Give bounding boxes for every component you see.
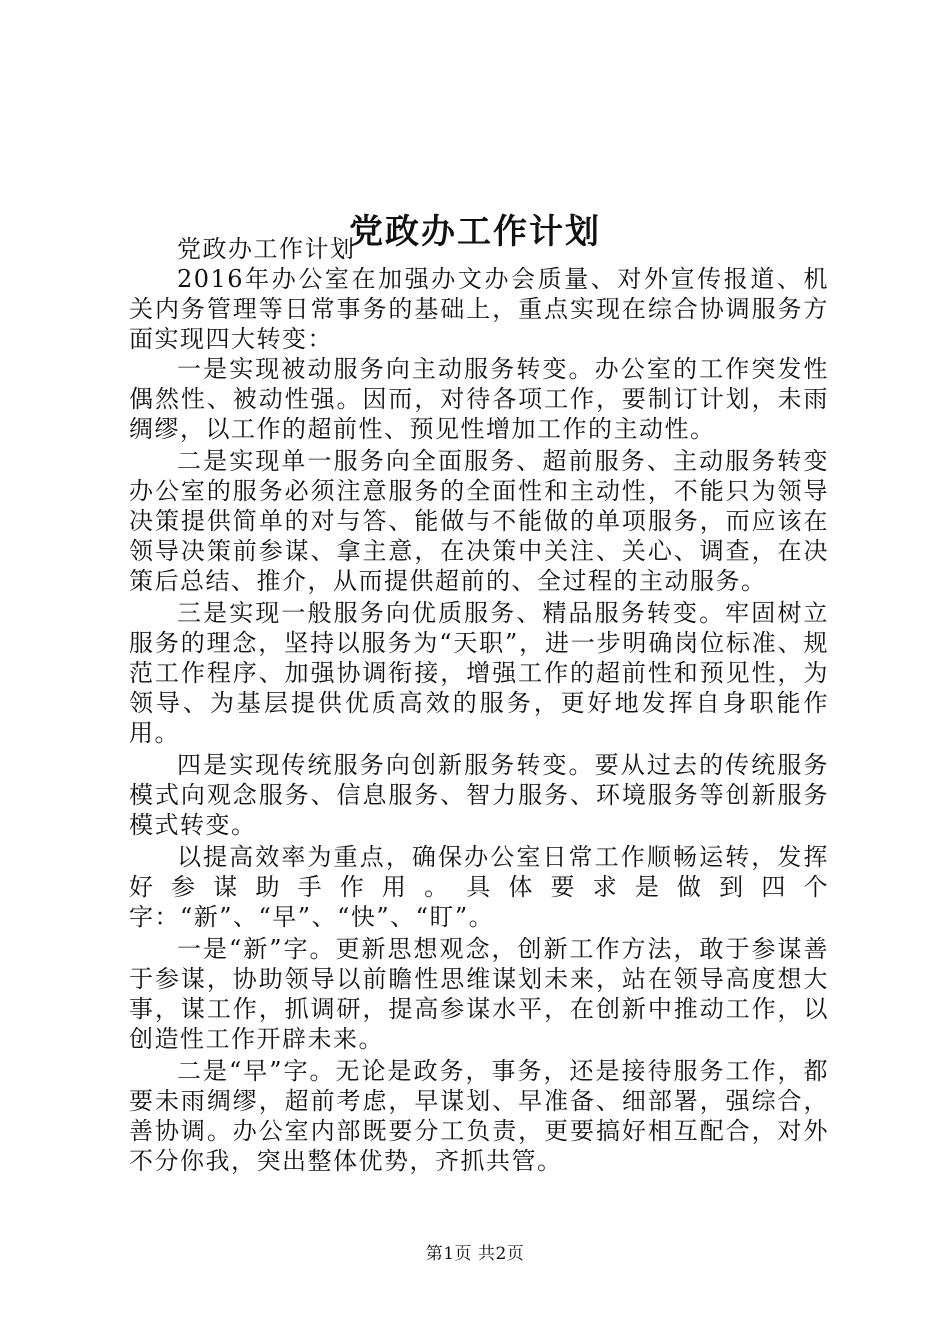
document-body <box>129 234 829 1176</box>
paragraph-point-2: 二是实现单一服务向全面服务、超前服务、主动服务转变办公室的服务必须注意服务的全面性和主动性，不能只为领导决策提供简单的对与答、能做与不能做的单项服务，而应该在领导决策前参谋、拿主意，在决策中关注、关心、调查，在决策后总结、推介，从而提供超前的、全过程的主动服务。 <box>129 447 829 595</box>
page-number-footer: 第1页 共2页 <box>425 1244 525 1264</box>
paragraph-point-1: 一是实现被动服务向主动服务转变。办公室的工作突发性偶然性、被动性强。因而，对待各项工作，要制订计划，未雨绸缪，以工作的超前性、预见性增加工作的主动性。 <box>129 355 829 443</box>
paragraph-point-4: 四是实现传统服务向创新服务转变。要从过去的传统服务模式向观念服务、信息服务、智力服务、环境服务等创新服务模式转变。 <box>129 751 829 839</box>
document-title: 党政办工作计划 <box>349 211 601 252</box>
paragraph-efficiency: 以提高效率为重点，确保办公室日常工作顺畅运转，发挥好参谋助手作用。具体要求是做到四个字：“新”、“早”、“快”、“盯”。 <box>129 843 829 931</box>
paragraph-heading: 党政办工作计划 <box>177 235 356 263</box>
paragraph-intro: 2016年办公室在加强办文办会质量、对外宣传报道、机关内务管理等日常事务的基础上，重点实现在综合协调服务方面实现四大转变： <box>129 265 829 353</box>
paragraph-new: 一是“新”字。更新思想观念，创新工作方法，敢于参谋善于参谋，协助领导以前瞻性思维谋划未来，站在领导高度想大事，谋工作，抓调研，提高参谋水平，在创新中推动工作，以创造性工作开辟未来。 <box>129 935 829 1053</box>
paragraph-point-3: 三是实现一般服务向优质服务、精品服务转变。牢固树立服务的理念，坚持以服务为“天职”，进一步明确岗位标准、规范工作程序、加强协调衔接，增强工作的超前性和预见性，为领导、为基层提供优质高效的服务，更好地发挥自身职能作用。 <box>129 599 829 747</box>
paragraph-early: 二是“早”字。无论是政务，事务，还是接待服务工作，都要未雨绸缪，超前考虑，早谋划、早准备、细部署，强综合，善协调。办公室内部既要分工负责，更要搞好相互配合，对外不分你我，突出整体优势，齐抓共管。 <box>129 1057 829 1175</box>
